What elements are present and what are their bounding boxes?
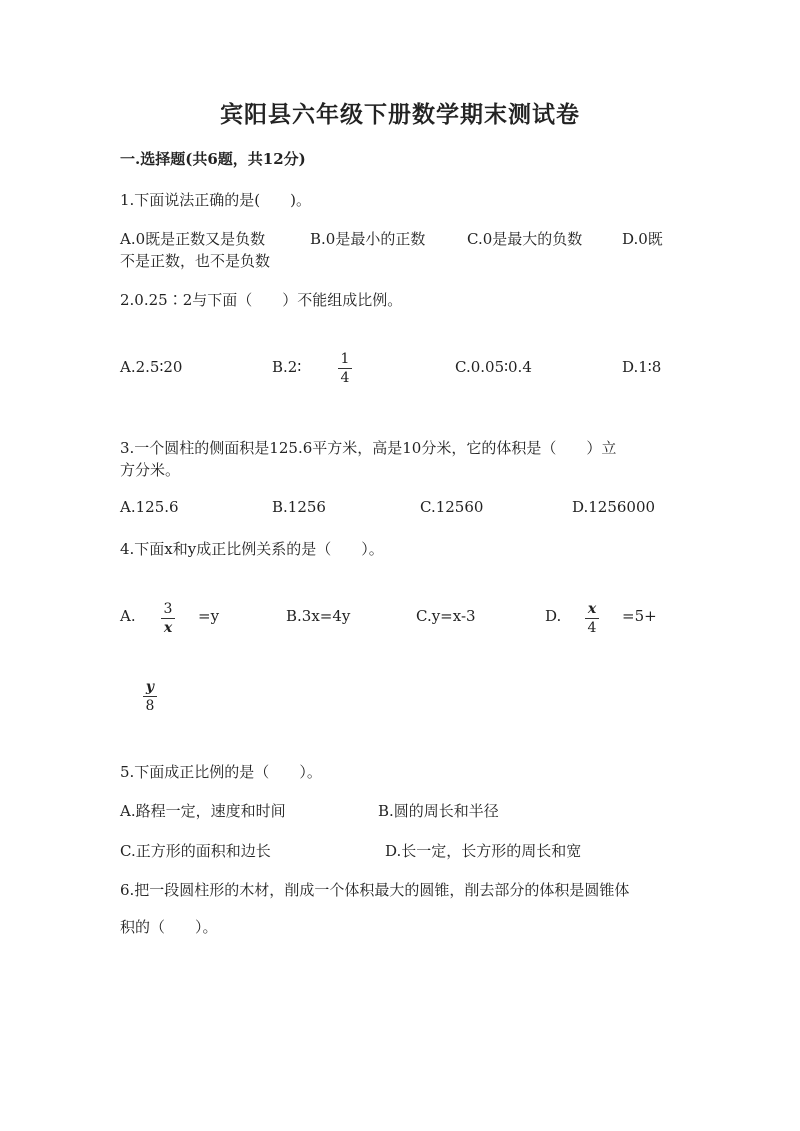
fraction-numerator: x bbox=[587, 601, 597, 617]
question-4-option-d-fraction-2 bbox=[143, 679, 157, 714]
fraction-bar bbox=[161, 618, 175, 619]
fraction-numerator: 3 bbox=[163, 601, 173, 617]
question-1-option-d: D.0既 bbox=[622, 230, 663, 248]
question-4-option-d-fraction bbox=[585, 601, 599, 636]
question-4-option-c: C.y=x-3 bbox=[416, 607, 476, 625]
question-2-option-b-fraction bbox=[338, 351, 352, 386]
fraction-numerator: y bbox=[145, 679, 155, 695]
question-4-option-d: D. bbox=[545, 607, 562, 625]
question-4-option-a-suffix: =y bbox=[198, 607, 220, 625]
fraction-denominator: 4 bbox=[587, 620, 597, 636]
question-2-stem: 2.0.25∶2与下面（ ）不能组成比例。 bbox=[120, 291, 403, 309]
question-2-option-c: C.0.05∶0.4 bbox=[455, 358, 532, 376]
fraction-bar bbox=[585, 618, 599, 619]
question-4-option-a-fraction bbox=[161, 601, 175, 636]
question-5-option-a: A.路程一定，速度和时间 bbox=[120, 802, 286, 820]
fraction-numerator: 1 bbox=[340, 351, 350, 367]
question-1-option-c: C.0是最大的负数 bbox=[467, 230, 583, 248]
question-2-option-d: D.1∶8 bbox=[622, 358, 662, 376]
question-4-option-a: A. bbox=[120, 607, 136, 625]
question-3-option-d: D.1256000 bbox=[572, 498, 656, 516]
question-1-option-a: A.0既是正数又是负数 bbox=[120, 230, 266, 248]
question-1-option-d-continued: 不是正数，也不是负数 bbox=[120, 252, 271, 270]
fraction-denominator: 4 bbox=[340, 370, 350, 386]
question-5-option-b: B.圆的周长和半径 bbox=[378, 802, 499, 820]
question-4-option-d-suffix: =5+ bbox=[622, 607, 657, 625]
question-1-option-b: B.0是最小的正数 bbox=[310, 230, 426, 248]
question-4-stem: 4.下面x和y成正比例关系的是（ ）。 bbox=[120, 540, 384, 558]
fraction-bar bbox=[338, 368, 352, 369]
question-2-option-a: A.2.5∶20 bbox=[120, 358, 183, 376]
question-5-option-c: C.正方形的面积和边长 bbox=[120, 842, 271, 860]
question-5-option-d: D.长一定，长方形的周长和宽 bbox=[385, 842, 582, 860]
question-6-stem-continued: 积的（ ）。 bbox=[120, 918, 218, 936]
question-5-stem: 5.下面成正比例的是（ ）。 bbox=[120, 763, 322, 781]
section-heading: 一.选择题(共6题，共12分) bbox=[120, 150, 306, 168]
fraction-denominator: 8 bbox=[145, 698, 155, 714]
fraction-bar bbox=[143, 696, 157, 697]
question-3-stem: 3.一个圆柱的侧面积是125.6平方米，高是10分米，它的体积是（ ）立 bbox=[120, 439, 617, 457]
question-3-option-c: C.12560 bbox=[420, 498, 484, 516]
question-2-option-b: B.2∶ bbox=[272, 358, 302, 376]
question-3-option-b: B.1256 bbox=[272, 498, 326, 516]
page-title: 宾阳县六年级下册数学期末测试卷 bbox=[220, 101, 580, 128]
question-1-stem: 1.下面说法正确的是( )。 bbox=[120, 191, 312, 209]
fraction-denominator: x bbox=[163, 620, 173, 636]
question-4-option-b: B.3x=4y bbox=[286, 607, 351, 625]
question-3-stem-continued: 方分米。 bbox=[120, 461, 181, 479]
question-6-stem: 6.把一段圆柱形的木材，削成一个体积最大的圆锥，削去部分的体积是圆锥体 bbox=[120, 881, 630, 899]
question-3-option-a: A.125.6 bbox=[120, 498, 179, 516]
